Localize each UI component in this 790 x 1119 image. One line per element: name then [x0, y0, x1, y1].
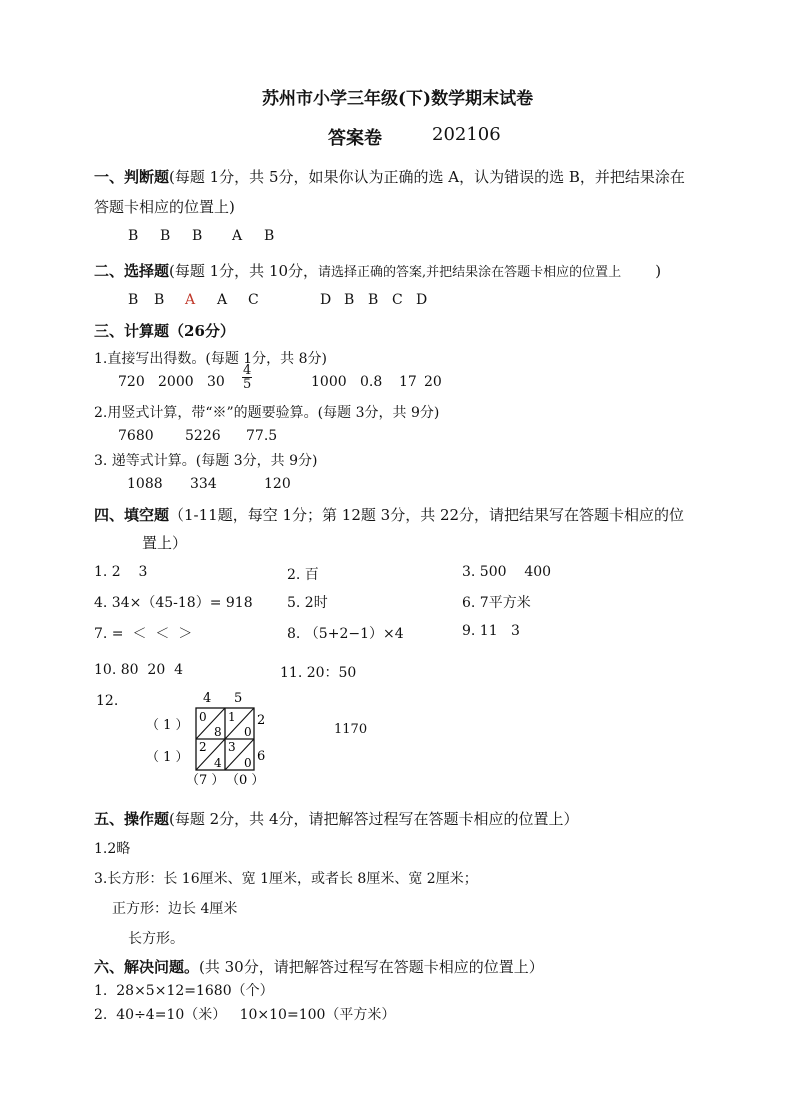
section-4-heading: 四、填空题	[94, 506, 170, 524]
grid-top-digit-2: 5	[234, 691, 243, 706]
section-5-heading: 五、操作题	[94, 810, 170, 828]
fill-answer-8: 8. （5+2−1）×4	[287, 626, 404, 642]
section-1-answer-3: B	[192, 228, 203, 244]
q1-answer-2000: 2000	[158, 374, 194, 390]
q1-answer-0-8: 0.8	[360, 374, 383, 390]
q2-answer-2: 5226	[185, 428, 221, 444]
fill-answer-12-result: 1170	[334, 722, 368, 737]
section-3-q3-label: 3. 递等式计算。(每题 3分，共 9分)	[94, 453, 318, 469]
grid-bottom-digit-1: （7 ）	[186, 773, 225, 788]
q1-answer-1000: 1000	[311, 374, 347, 390]
q1-answer-30: 30	[207, 374, 225, 390]
grid-left-carry-1: （ 1 ）	[146, 718, 189, 733]
subtitle-label: 答案卷	[328, 128, 382, 149]
grid-cell-r1c1-tens: 0	[199, 710, 207, 724]
q2-answer-1: 7680	[118, 428, 154, 444]
grid-cell-r2c2-ones: 0	[244, 756, 252, 770]
fill-answer-3: 3. 500 400	[462, 564, 552, 580]
grid-left-carry-2: （ 1 ）	[146, 750, 189, 765]
section-1-answer-5: B	[264, 228, 275, 244]
fill-answer-4: 4. 34×（45-18）= 918	[94, 595, 253, 611]
fraction-numerator: 4	[243, 363, 252, 378]
grid-cell-r2c1-tens: 2	[199, 740, 207, 754]
section-1-answer-1: B	[128, 228, 139, 244]
section-2-answer-6: D	[320, 292, 332, 308]
q1-answer-20: 20	[424, 374, 442, 390]
section-4-desc-line2: 置上）	[142, 534, 188, 552]
section-2-heading: 二、选择题	[94, 262, 170, 280]
section-6-line	[94, 956, 544, 977]
section-2-answer-10: D	[416, 292, 428, 308]
section-2-answer-4: A	[217, 292, 228, 308]
q3-answer-3: 120	[264, 476, 291, 492]
fraction-denominator: 5	[243, 377, 252, 392]
q1-answer-17: 17	[399, 374, 417, 390]
section-1-line1	[94, 166, 685, 187]
grid-bottom-digit-2: （0 ）	[226, 773, 265, 788]
grid-cell-r2c1-ones: 4	[214, 756, 222, 770]
section-6-desc: (共 30分，请把解答过程写在答题卡相应的位置上）	[199, 958, 544, 976]
grid-right-digit-2: 6	[257, 749, 266, 764]
fill-answer-6: 6. 7平方米	[462, 595, 531, 611]
section-1-answer-2: B	[160, 228, 171, 244]
section-1-desc-line1: (每题 1分，共 5分，如果你认为正确的选 A，认为错误的选 B，并把结果涂在	[169, 168, 685, 186]
section-4-desc-line1: （1-11题，每空 1分；第 12题 3分，共 22分，请把结果写在答题卡相应的位	[169, 506, 685, 524]
q1-answer-720: 720	[118, 374, 145, 390]
grid-right-digit-1: 2	[257, 713, 266, 728]
section-3-q1-label: 1.直接写出得数。(每题 1分，共 8分)	[94, 351, 327, 367]
lattice-multiplication-grid	[140, 688, 280, 788]
q1-fraction	[242, 364, 252, 391]
section-2-desc-end: )	[655, 262, 662, 280]
q3-answer-2: 334	[190, 476, 217, 492]
grid-cell-r1c2-ones: 0	[244, 725, 252, 739]
section-6-line2: 2. 40÷4=10（米） 10×10=100（平方米）	[94, 1007, 396, 1023]
q2-answer-3: 77.5	[246, 428, 278, 444]
section-2-answer-7: B	[344, 292, 355, 308]
section-6-heading: 六、解决问题。	[94, 958, 200, 976]
fill-answer-7: 7. = ＜ ＜ ＞	[94, 626, 193, 642]
subtitle-code: 202106	[432, 124, 501, 145]
section-2-answer-9: C	[392, 292, 403, 308]
fill-answer-12-label: 12.	[96, 693, 119, 709]
section-1-answer-4: A	[232, 228, 243, 244]
section-1-heading: 一、判断题	[94, 168, 170, 186]
section-5-line2: 3.长方形：长 16厘米、宽 1厘米，或者长 8厘米、宽 2厘米；	[94, 871, 478, 887]
section-3-q2-label: 2.用竖式计算，带“※”的题要验算。(每题 3分，共 9分)	[94, 405, 440, 421]
section-2-answer-5: C	[248, 292, 259, 308]
section-5-line3: 正方形：边长 4厘米	[112, 901, 238, 917]
section-2-line	[94, 260, 661, 281]
q3-answer-1: 1088	[127, 476, 163, 492]
section-5-line	[94, 808, 579, 829]
section-2-desc: (每题 1分，共 10分，	[169, 262, 319, 280]
fill-answer-1: 1. 2 3	[94, 564, 148, 580]
section-5-desc: (每题 2分，共 4分，请把解答过程写在答题卡相应的位置上）	[169, 810, 579, 828]
page-title: 苏州市小学三年级(下)数学期末试卷	[262, 89, 534, 109]
section-1-desc-line2: 答题卡相应的位置上)	[94, 198, 235, 216]
section-5-line1: 1.2略	[94, 841, 131, 857]
fill-answer-10: 10. 80 20 4	[94, 662, 184, 678]
section-6-line1: 1. 28×5×12=1680（个）	[94, 983, 274, 999]
section-2-desc-small: 请选择正确的答案,并把结果涂在答题卡相应的位置上	[318, 265, 622, 280]
grid-cell-r1c2-tens: 1	[228, 710, 236, 724]
section-2-answer-1: B	[128, 292, 139, 308]
fill-answer-9: 9. 11 3	[462, 623, 520, 639]
fill-answer-2: 2. 百	[287, 567, 319, 583]
section-3-heading: 三、计算题（26分）	[94, 322, 235, 340]
section-5-line4: 长方形。	[128, 931, 184, 947]
section-2-answer-2: B	[154, 292, 165, 308]
fill-answer-5: 5. 2时	[287, 595, 328, 611]
section-2-answer-8: B	[368, 292, 379, 308]
grid-top-digit-1: 4	[203, 691, 212, 706]
section-4-line1	[94, 504, 684, 525]
grid-cell-r1c1-ones: 8	[214, 725, 222, 739]
fill-answer-11: 11. 20：50	[280, 665, 357, 681]
grid-cell-r2c2-tens: 3	[228, 740, 236, 754]
section-2-answer-3: A	[185, 292, 196, 308]
